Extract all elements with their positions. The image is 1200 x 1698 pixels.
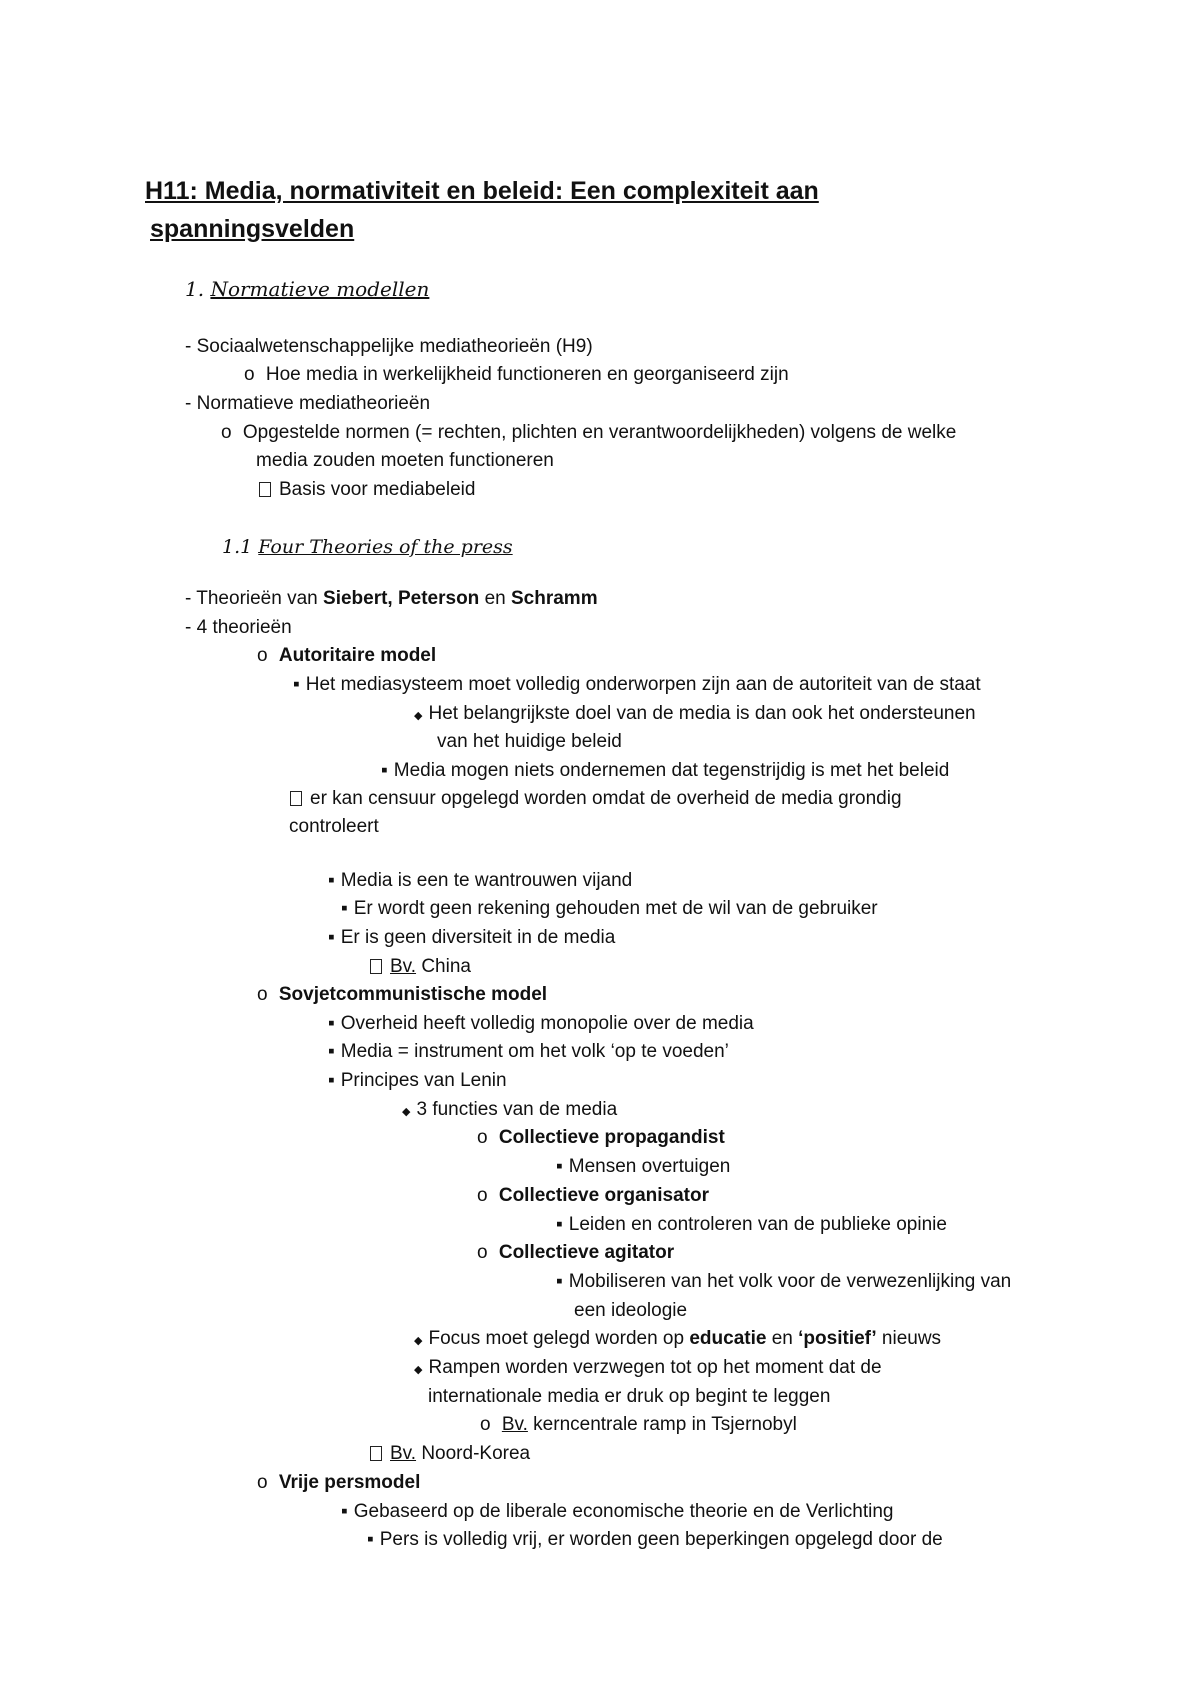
square-bullet-icon: ▪ [328,1070,335,1091]
aut-bullet-3: ▪ Media is een te wantrouwen vijand [328,870,633,891]
sov-example-2: Bv. Noord-Korea [370,1442,530,1466]
page-title-cont: spanningsvelden [150,215,355,243]
circle-bullet-icon: o [244,364,255,385]
sov-function-2a: ▪ Leiden en controleren van de publieke opinie [556,1214,947,1235]
square-bullet-icon: ▪ [556,1214,563,1235]
heading-sovjet: o Sovjetcommunistische model [257,984,548,1005]
square-bullet-icon: ▪ [367,1529,374,1550]
circle-bullet-icon: o [477,1185,488,1206]
section-heading-1: 1. Normatieve modellen [185,277,430,301]
circle-bullet-icon: o [480,1414,491,1435]
sov-bullet-3: ▪ Principes van Lenin [328,1070,507,1091]
circle-bullet-icon: o [477,1242,488,1263]
line-theorieen: - Theorieën van Siebert, Peterson en Schramm [185,588,598,609]
line-sociaal: - Sociaalwetenschappelijke mediatheorieën (H9) [185,336,593,357]
sov-diamond-3: ◆ Rampen worden verzwegen tot op het moment dat de [414,1356,882,1382]
section-heading-1-1: 1.1 Four Theories of the press [222,536,513,558]
aut-conclusion-cont: controleert [289,816,379,837]
aut-example: Bv. China [370,955,471,979]
heading-autoritaire: o Autoritaire model [257,645,437,666]
line-4-theorieen: - 4 theorieën [185,617,292,638]
diamond-bullet-icon: ◆ [414,710,423,722]
square-bullet-icon: ▪ [328,870,335,891]
line-media-zouden: media zouden moeten functioneren [256,450,554,471]
square-bullet-icon: ▪ [328,1013,335,1034]
aut-bullet-1a-cont: van het huidige beleid [437,731,622,752]
sov-bullet-2: ▪ Media = instrument om het volk ‘op te voeden’ [328,1041,729,1062]
arrow-placeholder-icon [370,1446,382,1461]
arrow-placeholder-icon [290,791,302,806]
aut-bullet-4: ▪ Er wordt geen rekening gehouden met de wil van de gebruiker [341,898,878,919]
square-bullet-icon: ▪ [381,760,388,781]
sov-diamond-1: ◆ 3 functies van de media [402,1098,617,1124]
sov-function-3a: ▪ Mobiliseren van het volk voor de verwezenlijking van [556,1271,1012,1292]
line-basis: Basis voor mediabeleid [259,478,475,502]
sov-diamond-3-cont: internationale media er druk op begint te leggen [428,1386,831,1407]
sov-example-1: o Bv. kerncentrale ramp in Tsjernobyl [480,1414,797,1435]
diamond-bullet-icon: ◆ [414,1364,423,1376]
sov-function-3: o Collectieve agitator [477,1242,675,1263]
aut-bullet-2: ▪ Media mogen niets ondernemen dat tegenstrijdig is met het beleid [381,760,950,781]
aut-bullet-5: ▪ Er is geen diversiteit in de media [328,927,616,948]
sov-function-3a-cont: een ideologie [574,1300,688,1321]
square-bullet-icon: ▪ [328,1041,335,1062]
aut-bullet-1a: ◆ Het belangrijkste doel van de media is dan ook het ondersteunen [414,702,976,728]
square-bullet-icon: ▪ [341,1501,348,1522]
square-bullet-icon: ▪ [293,674,300,695]
vrij-bullet-1: ▪ Gebaseerd op de liberale economische theorie en de Verlichting [341,1501,894,1522]
arrow-placeholder-icon [259,482,271,497]
circle-bullet-icon: o [257,984,268,1005]
heading-vrije-pers: o Vrije persmodel [257,1472,421,1493]
square-bullet-icon: ▪ [341,898,348,919]
square-bullet-icon: ▪ [556,1156,563,1177]
aut-bullet-1: ▪ Het mediasysteem moet volledig onderworpen zijn aan de autoriteit van de staat [293,674,981,695]
aut-conclusion: er kan censuur opgelegd worden omdat de overheid de media grondig [290,787,902,811]
line-normatieve: - Normatieve mediatheorieën [185,393,431,414]
circle-bullet-icon: o [257,645,268,666]
circle-bullet-icon: o [221,422,232,443]
arrow-placeholder-icon [370,959,382,974]
diamond-bullet-icon: ◆ [414,1335,423,1347]
sov-function-1a: ▪ Mensen overtuigen [556,1156,731,1177]
diamond-bullet-icon: ◆ [402,1106,411,1118]
line-opgestelde: o Opgestelde normen (= rechten, plichten en verantwoordelijkheden) volgens de welke [221,422,957,443]
vrij-bullet-2: ▪ Pers is volledig vrij, er worden geen beperkingen opgelegd door de [367,1529,943,1550]
line-hoe: o Hoe media in werkelijkheid functioneren en georganiseerd zijn [244,364,789,385]
sov-bullet-1: ▪ Overheid heeft volledig monopolie over de media [328,1013,754,1034]
square-bullet-icon: ▪ [328,927,335,948]
sov-function-2: o Collectieve organisator [477,1185,709,1206]
sov-function-1: o Collectieve propagandist [477,1127,725,1148]
sov-diamond-2: ◆ Focus moet gelegd worden op educatie en ‘positief’ nieuws [414,1327,941,1353]
square-bullet-icon: ▪ [556,1271,563,1292]
circle-bullet-icon: o [257,1472,268,1493]
page-title: H11: Media, normativiteit en beleid: Een complexiteit aan [145,177,819,205]
circle-bullet-icon: o [477,1127,488,1148]
